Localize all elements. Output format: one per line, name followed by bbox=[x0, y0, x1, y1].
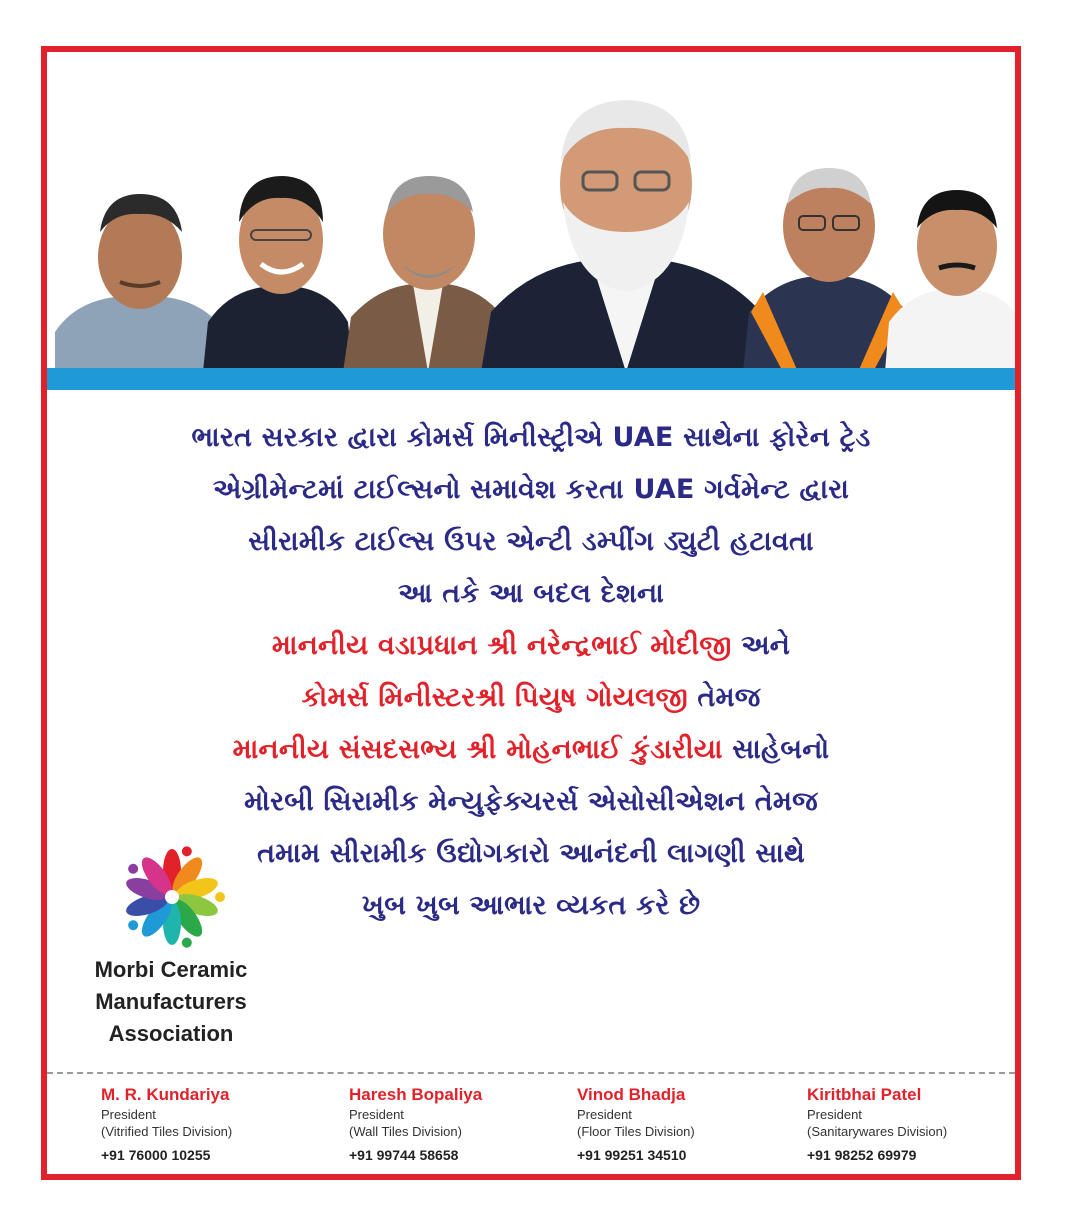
message-line-5 bbox=[107, 620, 955, 672]
contact-division: (Vitrified Tiles Division) bbox=[101, 1124, 233, 1139]
organization-name-line-1: Morbi Ceramic bbox=[94, 957, 248, 982]
message-line-10: ખુબ ખુબ આભાર વ્યકત કરે છે bbox=[361, 890, 701, 921]
message-line-5-rest: અને bbox=[731, 630, 791, 661]
main-message bbox=[107, 412, 955, 932]
contact-division: (Wall Tiles Division) bbox=[349, 1124, 462, 1139]
message-line-8: મોરબી સિરામીક મેન્યુફેક્ચરર્સ એસોસીએશન તેમજ bbox=[244, 786, 818, 817]
contact-phone: +91 99251 34510 bbox=[577, 1147, 687, 1163]
message-line-4: આ તકે આ બદલ દેશના bbox=[398, 578, 664, 609]
contact-division: (Sanitarywares Division) bbox=[807, 1124, 948, 1139]
message-line-6-rest: તેમજ bbox=[687, 682, 761, 713]
blue-band bbox=[47, 368, 1015, 390]
contact-role: President bbox=[101, 1107, 156, 1122]
portrait-row bbox=[53, 72, 1009, 372]
contact-role: President bbox=[577, 1107, 632, 1122]
message-line-6-highlight: કોમર્સ મિનીસ્ટરશ્રી પિયુષ ગોયલજી bbox=[301, 682, 688, 713]
portrait-4 bbox=[481, 82, 771, 372]
contact-name: Vinod Bhadja bbox=[577, 1085, 686, 1104]
message-line-7 bbox=[107, 724, 955, 776]
message-line-9: તમામ સીરામીક ઉદ્યોગકારો આનંદની લાગણી સાથે bbox=[257, 838, 805, 869]
poster-frame bbox=[41, 46, 1021, 1180]
contact-card bbox=[577, 1084, 695, 1166]
contact-card bbox=[101, 1084, 232, 1166]
contact-phone: +91 76000 10255 bbox=[101, 1147, 211, 1163]
contact-phone: +91 98252 69979 bbox=[807, 1147, 917, 1163]
contact-name: M. R. Kundariya bbox=[101, 1085, 230, 1104]
message-line-6 bbox=[107, 672, 955, 724]
contacts-row bbox=[47, 1084, 1015, 1174]
portrait-6 bbox=[885, 172, 1021, 372]
organization-name-line-2: Manufacturers bbox=[95, 989, 247, 1014]
contact-role: President bbox=[807, 1107, 862, 1122]
message-line-5-highlight: માનનીય વડાપ્રધાન શ્રી નરેન્દ્રભાઈ મોદીજી bbox=[271, 630, 732, 661]
organization-name bbox=[81, 954, 261, 1050]
portrait-2 bbox=[203, 152, 353, 372]
message-line-2: એગ્રીમેન્ટમાં ટાઈલ્સનો સમાવેશ કરતા UAE ગર્વમેન્ટ દ્વારા bbox=[212, 474, 850, 505]
contact-card bbox=[349, 1084, 482, 1166]
contact-role: President bbox=[349, 1107, 404, 1122]
dashed-divider bbox=[47, 1072, 1015, 1074]
contact-phone: +91 99744 58658 bbox=[349, 1147, 459, 1163]
flower-people-logo-icon bbox=[117, 842, 227, 952]
message-line-7-highlight: માનનીય સંસદસભ્ય શ્રી મોહનભાઈ કુંડારીયા bbox=[232, 734, 723, 765]
message-line-3: સીરામીક ટાઈલ્સ ઉપર એન્ટી ડમ્પીંગ ડ્યુટી હટાવતા bbox=[248, 526, 814, 557]
contact-name: Kiritbhai Patel bbox=[807, 1085, 922, 1104]
contact-card bbox=[807, 1084, 947, 1166]
portrait-1 bbox=[55, 172, 225, 372]
contact-division: (Floor Tiles Division) bbox=[577, 1124, 695, 1139]
message-line-1: ભારત સરકાર દ્વારા કોમર્સ મિનીસ્ટ્રીએ UAE સાથેના ફોરેન ટ્રેડ bbox=[191, 422, 871, 453]
contact-name: Haresh Bopaliya bbox=[349, 1085, 483, 1104]
organization-name-line-3: Association bbox=[108, 1021, 234, 1046]
message-line-7-rest: સાહેબનો bbox=[722, 734, 830, 765]
